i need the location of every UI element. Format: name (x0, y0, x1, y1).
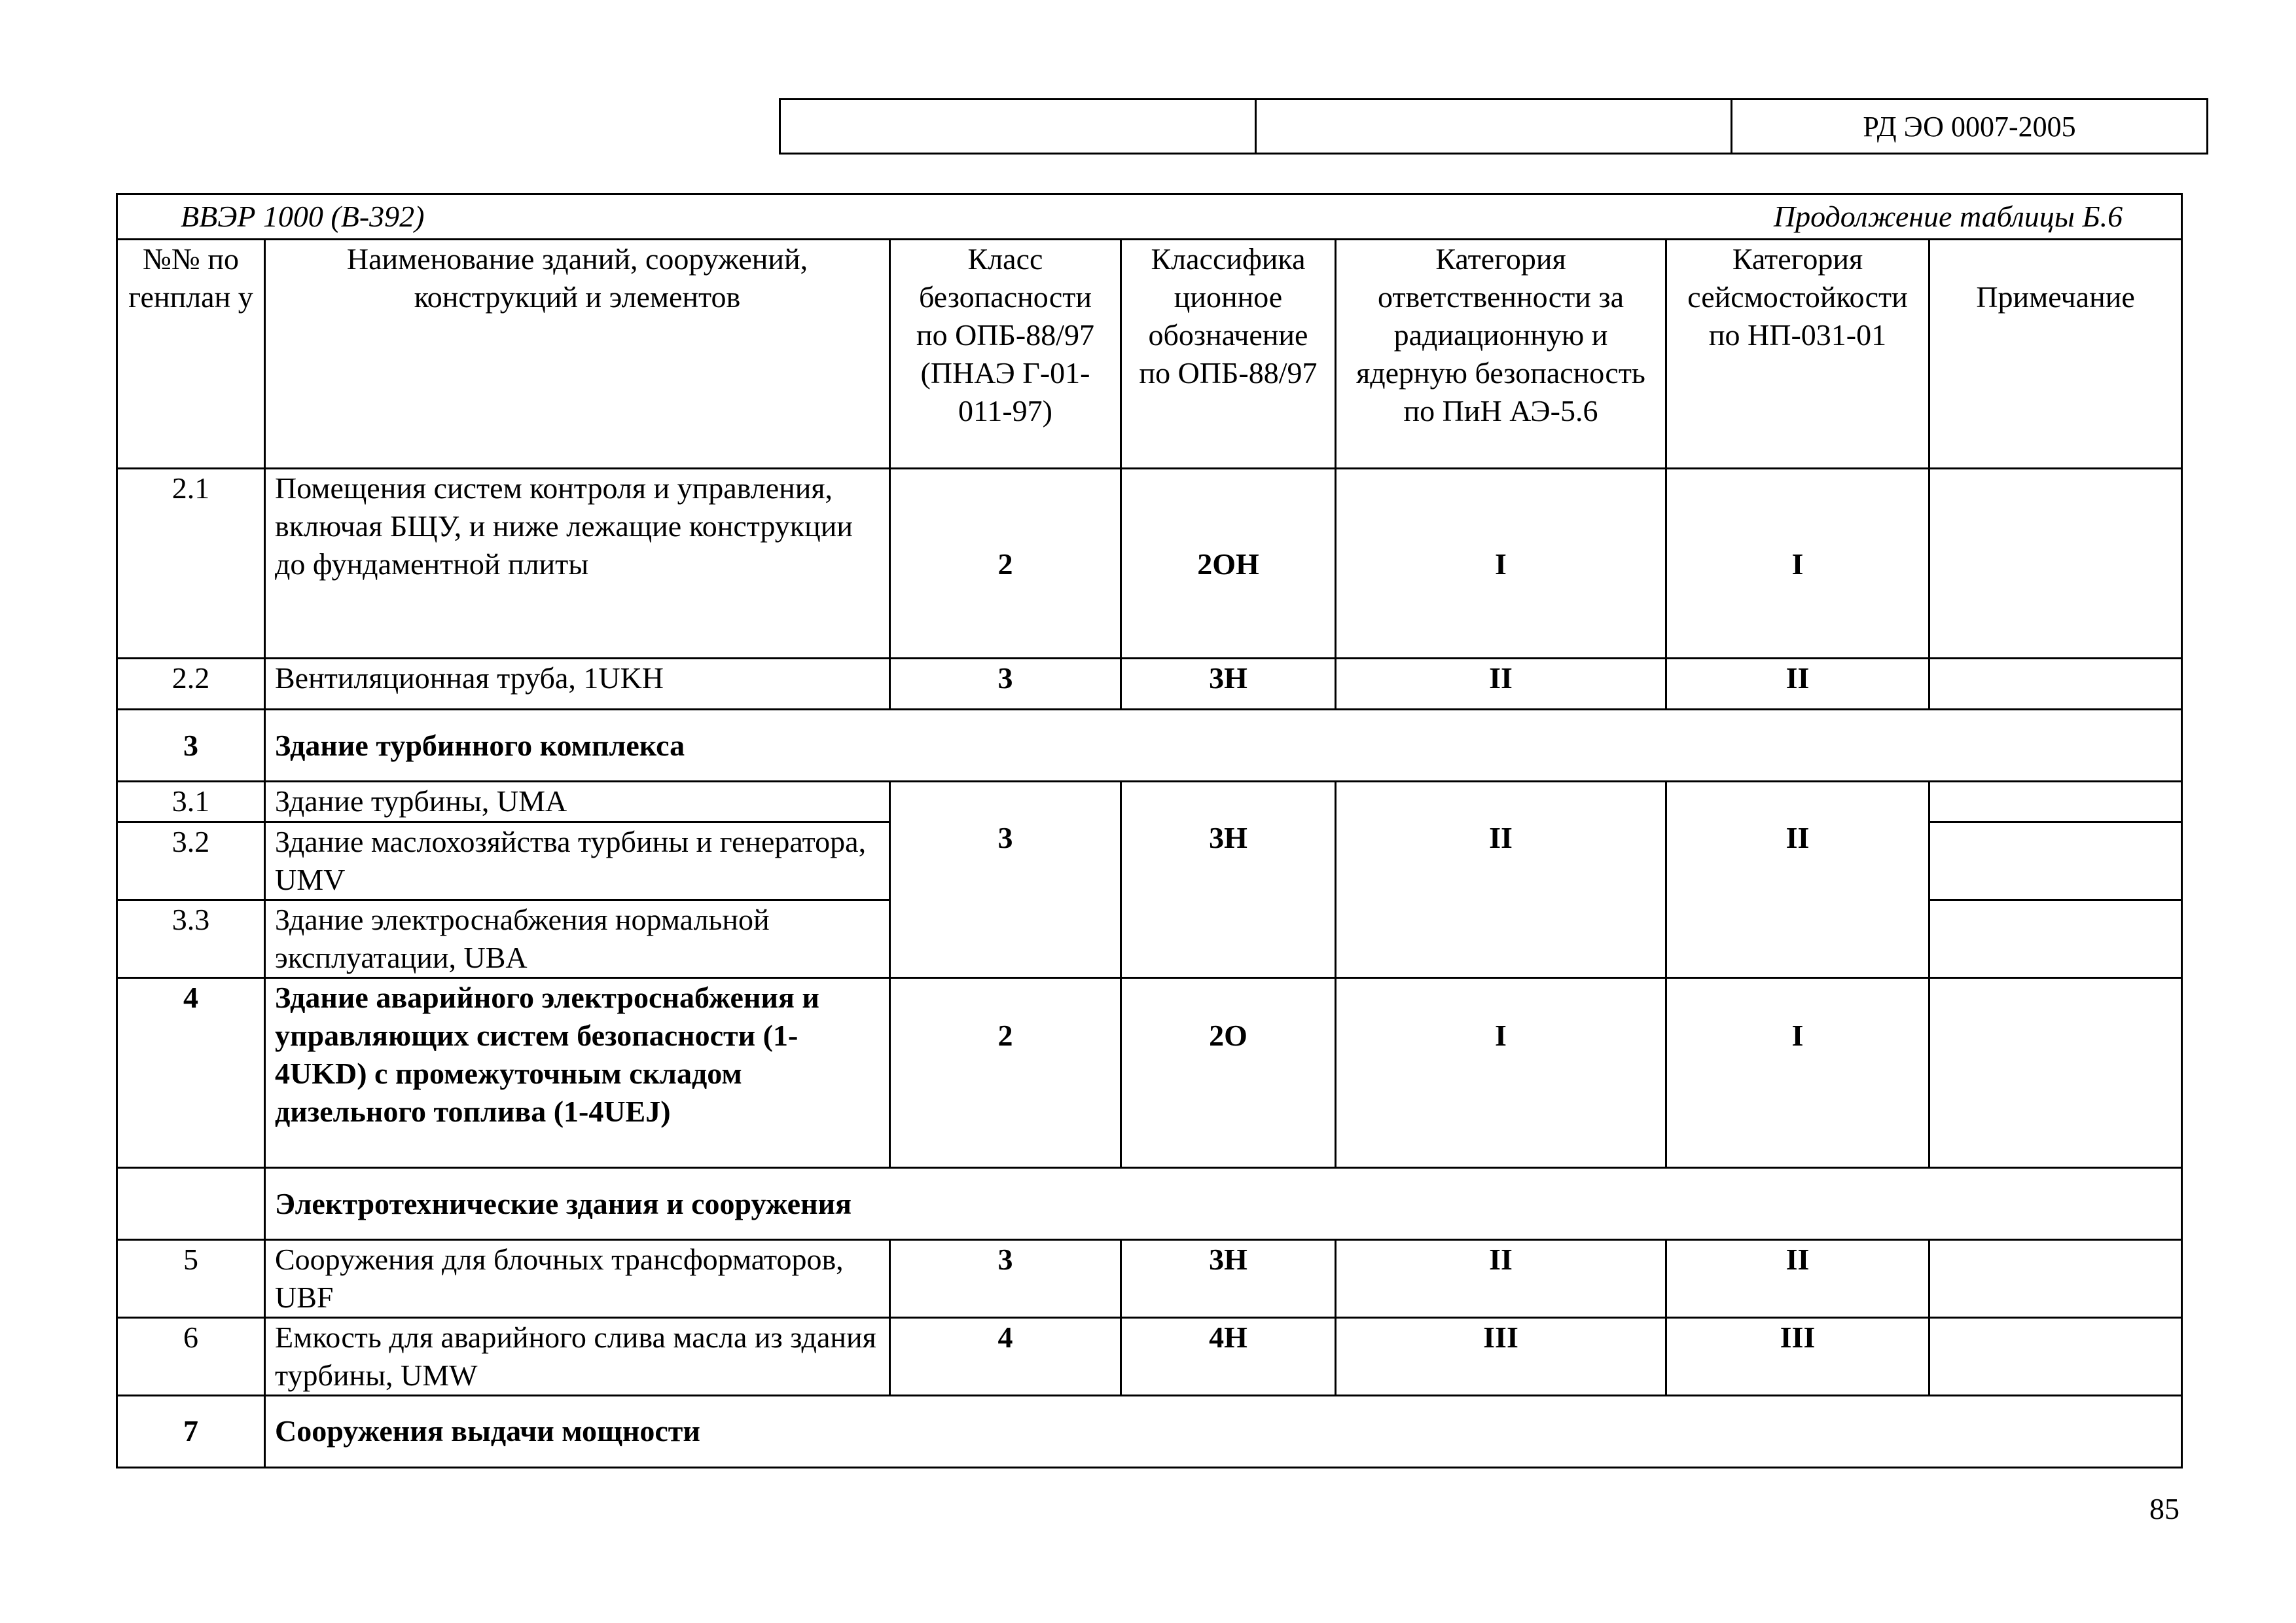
row-seismic-category: II (1666, 1240, 1929, 1318)
row-seismic-category: I (1666, 978, 1929, 1168)
row-note (1929, 782, 2182, 822)
table-caption-row (117, 194, 2182, 240)
row-note (1929, 900, 2182, 978)
group-classification: 3Н (1121, 782, 1336, 978)
row-responsibility-category: II (1336, 1240, 1666, 1318)
group-responsibility-category: II (1336, 782, 1666, 978)
row-note (1929, 1318, 2182, 1396)
page-number: 85 (2149, 1492, 2179, 1525)
row-num: 3.1 (117, 782, 265, 822)
row-safety-class: 2 (890, 469, 1121, 659)
row-responsibility-category: I (1336, 978, 1666, 1168)
row-note (1929, 978, 2182, 1168)
row-classification: 3Н (1121, 1240, 1336, 1318)
column-header-row (117, 240, 2182, 469)
row-name: Сооружения для блочных трансформаторов, UBF (265, 1240, 890, 1318)
table-row (117, 469, 2182, 659)
row-responsibility-category: III (1336, 1318, 1666, 1396)
table-row (117, 1318, 2182, 1396)
row-seismic-category: II (1666, 659, 1929, 710)
row-seismic-category: III (1666, 1318, 1929, 1396)
row-safety-class: 4 (890, 1318, 1121, 1396)
section-title: Здание турбинного комплекса (265, 710, 2182, 782)
table-row (117, 782, 2182, 822)
col-header-safety-class: Класс безопасности по ОПБ-88/97 (ПНАЭ Г-01-011-97) (890, 240, 1121, 469)
row-num: 2.1 (117, 469, 265, 659)
row-name: Помещения систем контроля и управления, включая БЩУ, и ниже лежащие конструкции до фундаментной плиты (265, 469, 890, 659)
col-header-seismic-category: Категория сейсмостойкости по НП-031-01 (1666, 240, 1929, 469)
row-classification: 3Н (1121, 659, 1336, 710)
table-continuation-caption: Продолжение таблицы Б.6 (1773, 200, 2123, 233)
section-num: 3 (117, 710, 265, 782)
document-header-table (779, 98, 2208, 155)
row-safety-class: 2 (890, 978, 1121, 1168)
row-note (1929, 659, 2182, 710)
row-safety-class: 3 (890, 659, 1121, 710)
row-name: Здание маслохозяйства турбины и генератора, UMV (265, 822, 890, 900)
row-note (1929, 822, 2182, 900)
row-name: Вентиляционная труба, 1UKH (265, 659, 890, 710)
row-num: 6 (117, 1318, 265, 1396)
row-num: 3.2 (117, 822, 265, 900)
row-num: 2.2 (117, 659, 265, 710)
row-num: 5 (117, 1240, 265, 1318)
row-name: Здание аварийного электроснабжения и управляющих систем безопасности (1-4UKD) с промежуточным складом дизельного топлива (1-4UEJ) (265, 978, 890, 1168)
row-safety-class: 3 (890, 1240, 1121, 1318)
col-header-responsibility-category: Категория ответственности за радиационную и ядерную безопасность по ПиН АЭ-5.6 (1336, 240, 1666, 469)
row-num: 3.3 (117, 900, 265, 978)
row-classification: 2О (1121, 978, 1336, 1168)
col-header-name: Наименование зданий, сооружений, конструкций и элементов (265, 240, 890, 469)
header-cell-empty-1 (780, 100, 1256, 154)
row-note (1929, 469, 2182, 659)
row-name: Емкость для аварийного слива масла из здания турбины, UMW (265, 1318, 890, 1396)
classification-table (116, 193, 2183, 1468)
row-num: 4 (117, 978, 265, 1168)
col-header-note: Примечание (1929, 240, 2182, 469)
table-row (117, 659, 2182, 710)
row-name: Здание турбины, UMA (265, 782, 890, 822)
row-note (1929, 1240, 2182, 1318)
row-name: Здание электроснабжения нормальной эксплуатации, UBA (265, 900, 890, 978)
row-responsibility-category: II (1336, 659, 1666, 710)
col-header-classification: Классифика ционное обозначение по ОПБ-88/97 (1121, 240, 1336, 469)
col-header-num: №№ по генплан у (117, 240, 265, 469)
section-row (117, 1168, 2182, 1240)
reactor-type-caption: ВВЭР 1000 (В-392) (181, 200, 425, 233)
row-responsibility-category: I (1336, 469, 1666, 659)
header-cell-empty-2 (1256, 100, 1732, 154)
section-num (117, 1168, 265, 1240)
row-classification: 2ОН (1121, 469, 1336, 659)
section-num: 7 (117, 1396, 265, 1468)
row-seismic-category: I (1666, 469, 1929, 659)
row-classification: 4Н (1121, 1318, 1336, 1396)
group-safety-class: 3 (890, 782, 1121, 978)
table-row (117, 1240, 2182, 1318)
table-row (117, 978, 2182, 1168)
section-row (117, 710, 2182, 782)
section-title: Электротехнические здания и сооружения (265, 1168, 2182, 1240)
section-title: Сооружения выдачи мощности (265, 1396, 2182, 1468)
section-row (117, 1396, 2182, 1468)
document-code: РД ЭО 0007-2005 (1732, 100, 2208, 154)
group-seismic-category: II (1666, 782, 1929, 978)
table-caption (117, 194, 2182, 240)
